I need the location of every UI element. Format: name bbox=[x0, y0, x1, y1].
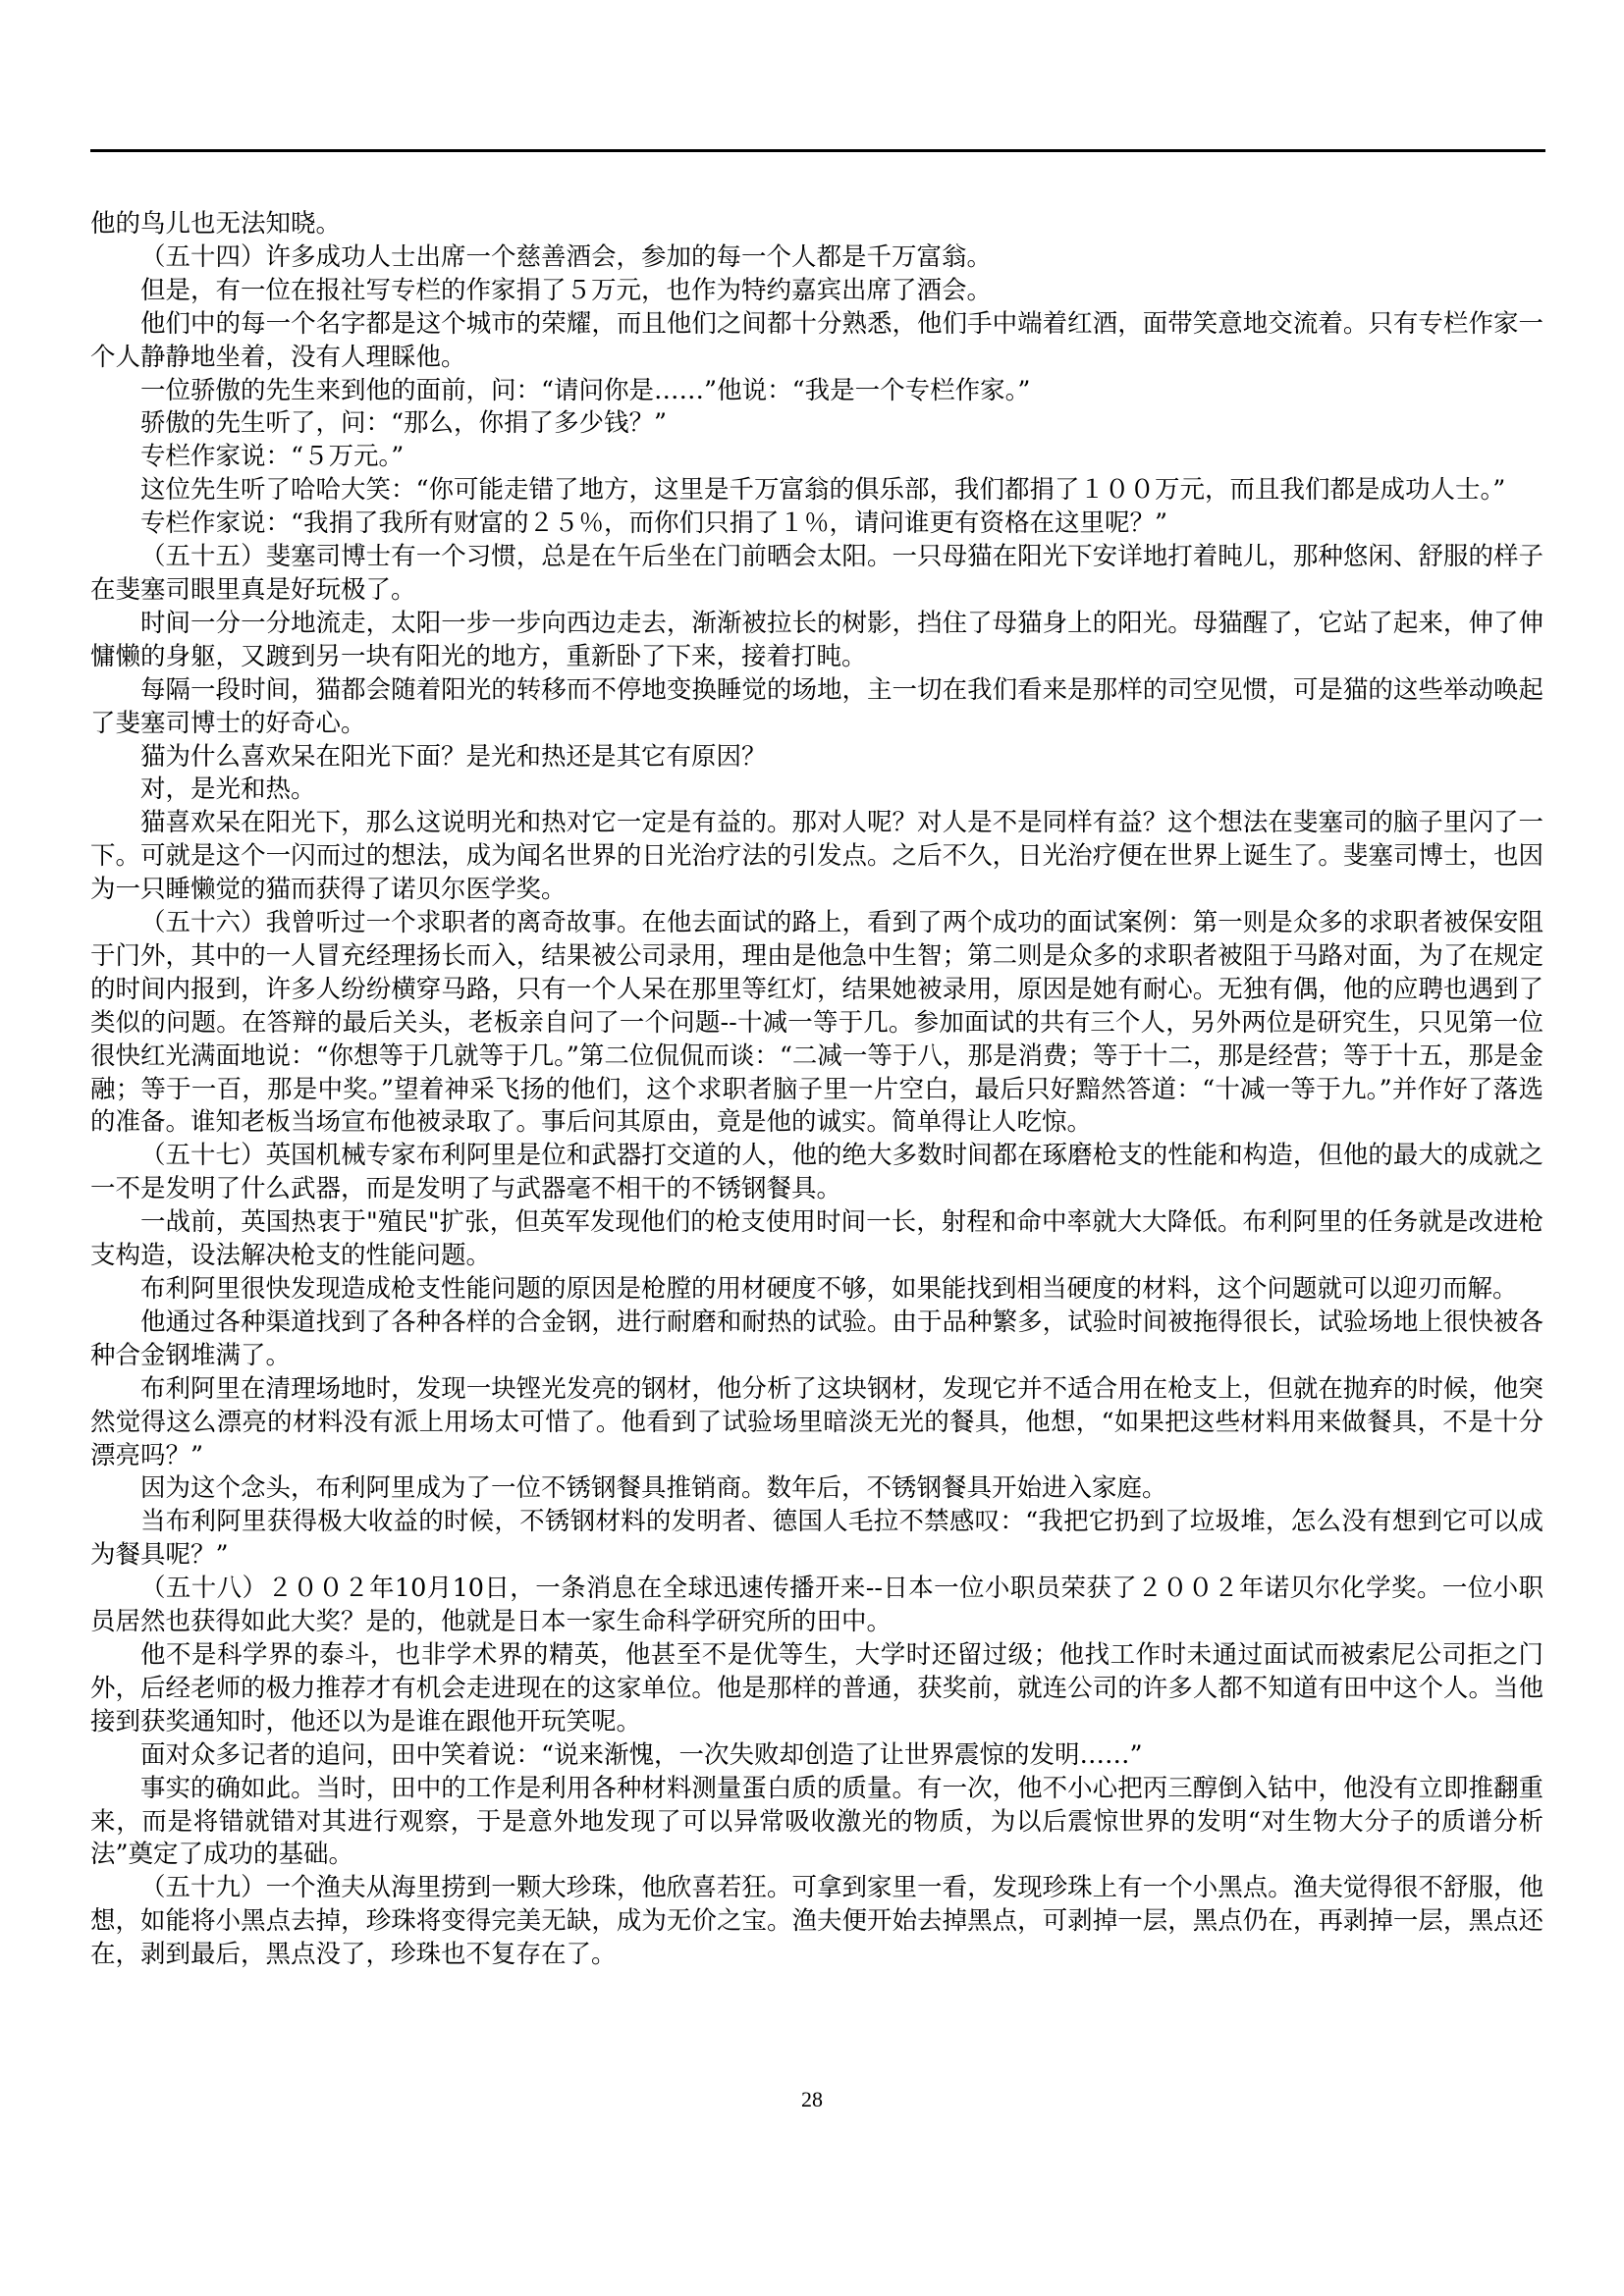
paragraph: 但是，有一位在报社写专栏的作家捐了５万元，也作为特约嘉宾出席了酒会。 bbox=[140, 275, 993, 305]
paragraph: 面对众多记者的追问，田中笑着说：“说来渐愧，一次失败却创造了让世界震惊的发明……” bbox=[140, 1739, 1143, 1770]
paragraph: 对，是光和热。 bbox=[140, 774, 316, 805]
paragraph: （五十六）我曾听过一个求职者的离奇故事。在他去面试的路上，看到了两个成功的面试案例：第一则是众多的求职者被保安阻于门外，其中的一人冒充经理扬长而入，结果被公司录用，理由是他急中生智；第二则是众多的求职者被阻于马路对面，为了在规定的时间内报到，许多人纷纷横穿马路，只有一个人呆在那里等红灯，结果她被录用，原因是她有耐心。无独有偶，他的应聘也遇到了类似的问题。在答辩的最后关头，老板亲自问了一个问题--十减一等于几。参加面试的共有三个人，另外两位是研究生，只见第一位很快红光满面地说：“你想等于几就等于几。”第二位侃侃而谈：“二减一等于八，那是消费；等于十二，那是经营；等于十五，那是金融；等于一百，那是中奖。”望着神采飞扬的他们，这个求职者脑子里一片空白，最后只好黯然答道：“十减一等于九。”并作好了落选的准备。谁知老板当场宣布他被录取了。事后问其原由，竟是他的诚实。简单得让人吃惊。 bbox=[90, 908, 1543, 1138]
paragraph: （五十八）２００２年10月10日，一条消息在全球迅速传播开来--日本一位小职员荣获了２００２年诺贝尔化学奖。一位小职员居然也获得如此大奖？是的，他就是日本一家生命科学研究所的田中。 bbox=[90, 1574, 1543, 1637]
page-number: 28 bbox=[801, 2087, 823, 2111]
paragraph: 他通过各种渠道找到了各种各样的合金钢，进行耐磨和耐热的试验。由于品种繁多，试验时间被拖得很长，试验场地上很快被各种合金钢堆满了。 bbox=[90, 1307, 1543, 1370]
paragraph: 一战前，英国热衷于"殖民"扩张，但英军发现他们的枪支使用时间一长，射程和命中率就大大降低。布利阿里的任务就是改进枪支构造，设法解决枪支的性能问题。 bbox=[90, 1207, 1543, 1271]
paragraph: 因为这个念头，布利阿里成为了一位不锈钢餐具推销商。数年后，不锈钢餐具开始进入家庭。 bbox=[140, 1473, 1167, 1504]
paragraph: （五十七）英国机械专家布利阿里是位和武器打交道的人，他的绝大多数时间都在琢磨枪支的性能和构造，但他的最大的成就之一不是发明了什么武器，而是发明了与武器毫不相干的不锈钢餐具。 bbox=[90, 1141, 1543, 1204]
paragraph: 布利阿里在清理场地时，发现一块铿光发亮的钢材，他分析了这块钢材，发现它并不适合用在枪支上，但就在抛弃的时候，他突然觉得这么漂亮的材料没有派上用场太可惜了。他看到了试验场里暗淡无光的餐具，他想，“如果把这些材料用来做餐具，不是十分漂亮吗？” bbox=[90, 1373, 1543, 1470]
paragraph: 时间一分一分地流走，太阳一步一步向西边走去，渐渐被拉长的树影，挡住了母猫身上的阳光。母猫醒了，它站了起来，伸了伸慵懒的身躯，又踱到另一块有阳光的地方，重新卧了下来，接着打盹。 bbox=[90, 608, 1543, 671]
paragraph: 事实的确如此。当时，田中的工作是利用各种材料测量蛋白质的质量。有一次，他不小心把丙三醇倒入钴中，他没有立即推翻重来，而是将错就错对其进行观察，于是意外地发现了可以异常吸收激光的物质，为以后震惊世界的发明“对生物大分子的质谱分析法”奠定了成功的基础。 bbox=[90, 1773, 1543, 1870]
paragraph: 他们中的每一个名字都是这个城市的荣耀，而且他们之间都十分熟悉，他们手中端着红酒，面带笑意地交流着。只有专栏作家一个人静静地坐着，没有人理睬他。 bbox=[90, 308, 1543, 372]
body-text bbox=[90, 208, 1543, 1972]
header-rule bbox=[90, 149, 1545, 152]
paragraph: （五十四）许多成功人士出席一个慈善酒会，参加的每一个人都是千万富翁。 bbox=[140, 241, 993, 272]
paragraph: 这位先生听了哈哈大笑：“你可能走错了地方，这里是千万富翁的俱乐部，我们都捐了１００万元，而且我们都是成功人士。” bbox=[140, 475, 1506, 506]
paragraph: （五十九）一个渔夫从海里捞到一颗大珍珠，他欣喜若狂。可拿到家里一看，发现珍珠上有一个小黑点。渔夫觉得很不舒服，他想，如能将小黑点去掉，珍珠将变得完美无缺，成为无价之宝。渔夫便开始去掉黑点，可剥掉一层，黑点仍在，再剥掉一层，黑点还在，剥到最后，黑点没了，珍珠也不复存在了。 bbox=[90, 1873, 1543, 1970]
paragraph: 当布利阿里获得极大收益的时候，不锈钢材料的发明者、德国人毛拉不禁感叹：“我把它扔到了垃圾堆，怎么没有想到它可以成为餐具呢？” bbox=[90, 1507, 1543, 1571]
paragraph: （五十五）斐塞司博士有一个习惯，总是在午后坐在门前晒会太阳。一只母猫在阳光下安详地打着盹儿，那种悠闲、舒服的样子在斐塞司眼里真是好玩极了。 bbox=[90, 542, 1543, 605]
paragraph: 布利阿里很快发现造成枪支性能问题的原因是枪膛的用材硬度不够，如果能找到相当硬度的材料，这个问题就可以迎刃而解。 bbox=[140, 1274, 1518, 1304]
paragraph: 他不是科学界的泰斗，也非学术界的精英，他甚至不是优等生，大学时还留过级；他找工作时未通过面试而被索尼公司拒之门外，后经老师的极力推荐才有机会走进现在的这家单位。他是那样的普通，获奖前，就连公司的许多人都不知道有田中这个人。当他接到获奖通知时，他还以为是谁在跟他开玩笑呢。 bbox=[90, 1639, 1543, 1736]
paragraph: 猫喜欢呆在阳光下，那么这说明光和热对它一定是有益的。那对人呢？对人是不是同样有益？这个想法在斐塞司的脑子里闪了一下。可就是这个一闪而过的想法，成为闻名世界的日光治疗法的引发点。之后不久，日光治疗便在世界上诞生了。斐塞司博士，也因为一只睡懒觉的猫而获得了诺贝尔医学奖。 bbox=[90, 808, 1543, 905]
paragraph: 专栏作家说：“５万元。” bbox=[140, 442, 405, 472]
paragraph: 骄傲的先生听了，问：“那么，你捐了多少钱？” bbox=[140, 408, 668, 439]
paragraph: 一位骄傲的先生来到他的面前，问：“请问你是……”他说：“我是一个专栏作家。” bbox=[140, 375, 1031, 405]
paragraph: 猫为什么喜欢呆在阳光下面？是光和热还是其它有原因？ bbox=[140, 741, 767, 772]
paragraph: 他的鸟儿也无法知晓。 bbox=[90, 209, 342, 239]
paragraph: 专栏作家说：“我捐了我所有财富的２５％，而你们只捐了１％，请问谁更有资格在这里呢？” bbox=[140, 508, 1168, 539]
paragraph: 每隔一段时间，猫都会随着阳光的转移而不停地变换睡觉的场地，主一切在我们看来是那样的司空见惯，可是猫的这些举动唤起了斐塞司博士的好奇心。 bbox=[90, 674, 1543, 738]
